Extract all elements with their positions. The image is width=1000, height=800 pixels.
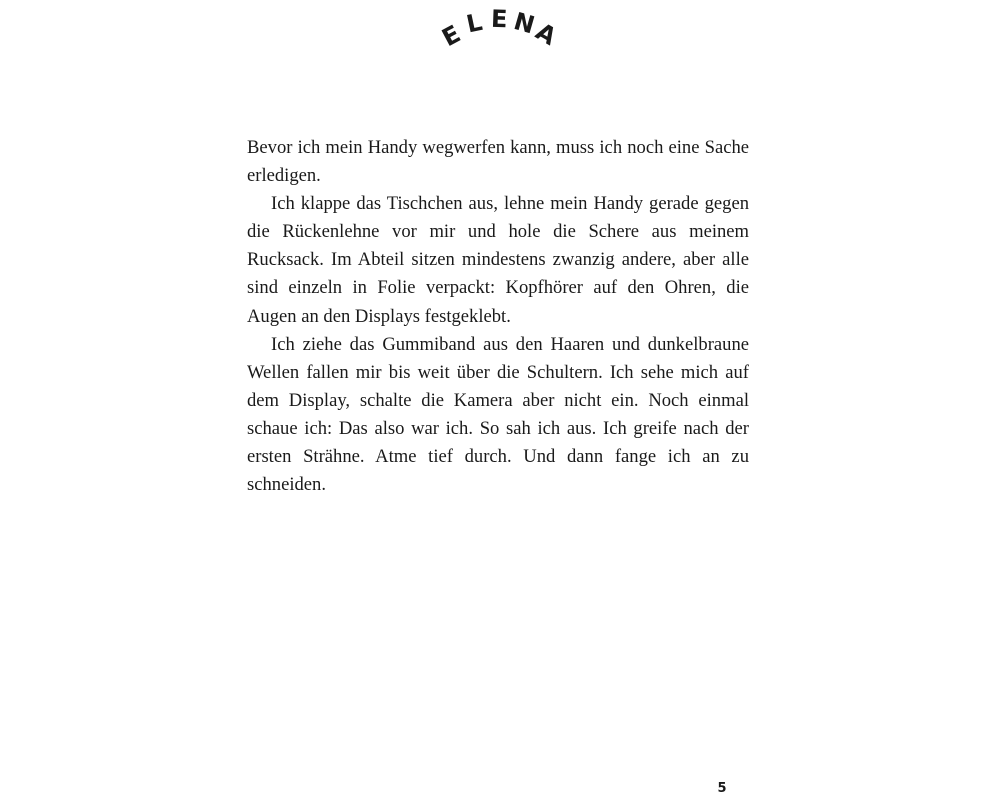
page-number: 5 <box>717 781 727 796</box>
chapter-heading-letter: E <box>490 4 508 34</box>
chapter-heading-letter: A <box>530 17 562 51</box>
paragraph: Bevor ich mein Handy wegwerfen kann, muss ich noch eine Sache erledigen. <box>247 137 749 187</box>
paragraph: Ich ziehe das Gummiband aus den Haaren und dunkelbraune Wellen fallen mir bis weit über die Schultern. Ich sehe mich auf dem Display, schalte die Kamera aber nicht ein. Noch einmal schaue ich: Das also war ich. So sah ich aus. Ich greife nach der ersten Strähne. Atme tief durch. Und dann fange ich an zu schneiden. <box>247 333 749 496</box>
paragraph: Ich klappe das Tischchen aus, lehne mein Handy gerade gegen die Rückenlehne vor mir und hole die Schere aus meinem Rucksack. Im Abteil sitzen mindestens zwanzig andere, aber alle sind einzeln in Folie verpackt: Kopfhörer auf den Ohren, die Augen an den Displays festgeklebt. <box>247 193 749 327</box>
body-text <box>247 134 749 499</box>
chapter-heading-letter: L <box>463 7 485 39</box>
chapter-heading-letter: E <box>437 19 466 53</box>
chapter-heading-letter: N <box>510 7 538 40</box>
chapter-heading <box>0 0 1000 70</box>
